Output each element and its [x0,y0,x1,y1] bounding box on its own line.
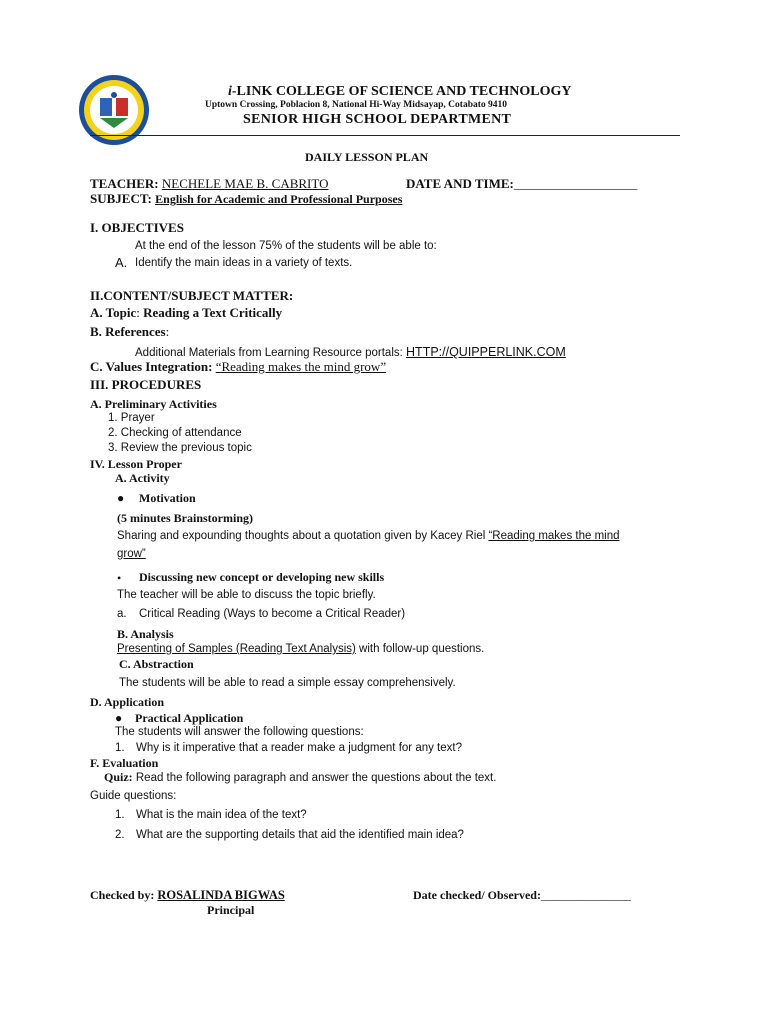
evaluation-heading: F. Evaluation [90,756,159,770]
objectives-intro: At the end of the lesson 75% of the students will be able to: [135,240,437,252]
checked-by-row: Checked by: ROSALINDA BIGWAS [90,888,285,902]
guide-q2: What are the supporting details that aid the identified main idea? [136,829,464,841]
abstraction-heading: C. Abstraction [119,657,194,671]
date-row: DATE AND TIME:___________________ [406,176,638,191]
application-q-marker: 1. [115,742,125,754]
subject-row: SUBJECT: English for Academic and Professional Purposes [90,191,403,206]
prelim-item-3: 3. Review the previous topic [108,442,252,454]
quipperlink-url[interactable]: HTTP://QUIPPERLINK.COM [406,345,566,359]
page-title: DAILY LESSON PLAN [305,150,429,164]
practical-application-heading: Practical Application [135,711,244,725]
lesson-proper-heading: IV. Lesson Proper [90,457,182,471]
guide-q1: What is the main idea of the text? [136,809,307,821]
college-address: Uptown Crossing, Poblacion 8, National Hi-Way Midsayap, Cotabato 9410 [205,100,508,110]
prelim-item-2: 2. Checking of attendance [108,427,242,439]
abstraction-text: The students will be able to read a simple essay comprehensively. [119,677,456,689]
references-text: Additional Materials from Learning Resource portals: HTTP://QUIPPERLINK.COM [135,345,566,359]
references-row: B. References: [90,324,170,339]
sharing-text: Sharing and expounding thoughts about a quotation given by Kacey Riel “Reading makes the mind [117,530,620,542]
motivation-heading: Motivation [139,491,196,505]
bullet-icon: ● [117,491,125,505]
content-heading: II.CONTENT/SUBJECT MATTER: [90,288,294,303]
objectives-heading: I. OBJECTIVES [90,220,184,235]
bullet-icon: • [117,571,122,585]
teacher-name: NECHELE MAE B. CABRITO [161,176,329,191]
guide-questions-label: Guide questions: [90,790,177,802]
procedures-heading: III. PROCEDURES [90,377,202,392]
college-name: i-LINK COLLEGE OF SCIENCE AND TECHNOLOGY [228,84,572,99]
critical-reading-item: Critical Reading (Ways to become a Critical Reader) [139,608,406,620]
guide-q1-marker: 1. [115,809,125,821]
bullet-icon: ● [115,711,123,725]
objective-marker: A. [115,255,128,270]
subject-name: English for Academic and Professional Purposes [155,192,403,206]
principal-title: Principal [207,903,255,917]
values-quote: “Reading makes the mind grow” [215,359,387,374]
date-checked-row: Date checked/ Observed:_______________ [413,888,631,902]
sharing-quote-end: grow” [117,548,146,560]
preliminary-heading: A. Preliminary Activities [90,397,217,411]
brainstorm-label: (5 minutes Brainstorming) [117,511,253,525]
presenting-text: Presenting of Samples (Reading Text Analysis) with follow-up questions. [117,643,485,655]
discussing-heading: Discussing new concept or developing new skills [139,570,385,584]
teacher-able-text: The teacher will be able to discuss the topic briefly. [117,589,376,601]
teacher-row: TEACHER: NECHELE MAE B. CABRITO [90,176,329,191]
students-answer-text: The students will answer the following questions: [115,726,364,738]
guide-q2-marker: 2. [115,829,125,841]
critical-marker: a. [117,608,127,620]
values-row: C. Values Integration: “Reading makes the mind grow” [90,359,387,374]
analysis-heading: B. Analysis [117,627,174,641]
header-divider [90,135,680,136]
activity-heading: A. Activity [115,471,170,485]
prelim-item-1: 1. Prayer [108,412,155,424]
checked-by-name: ROSALINDA BIGWAS [157,888,285,902]
objective-item: Identify the main ideas in a variety of texts. [135,257,353,269]
application-question: Why is it imperative that a reader make a judgment for any text? [136,742,462,754]
quiz-row: Quiz: Read the following paragraph and answer the questions about the text. [104,770,497,784]
application-heading: D. Application [90,695,165,709]
department-name: SENIOR HIGH SCHOOL DEPARTMENT [243,112,512,127]
topic-row: A. Topic: Reading a Text Critically [90,305,283,320]
